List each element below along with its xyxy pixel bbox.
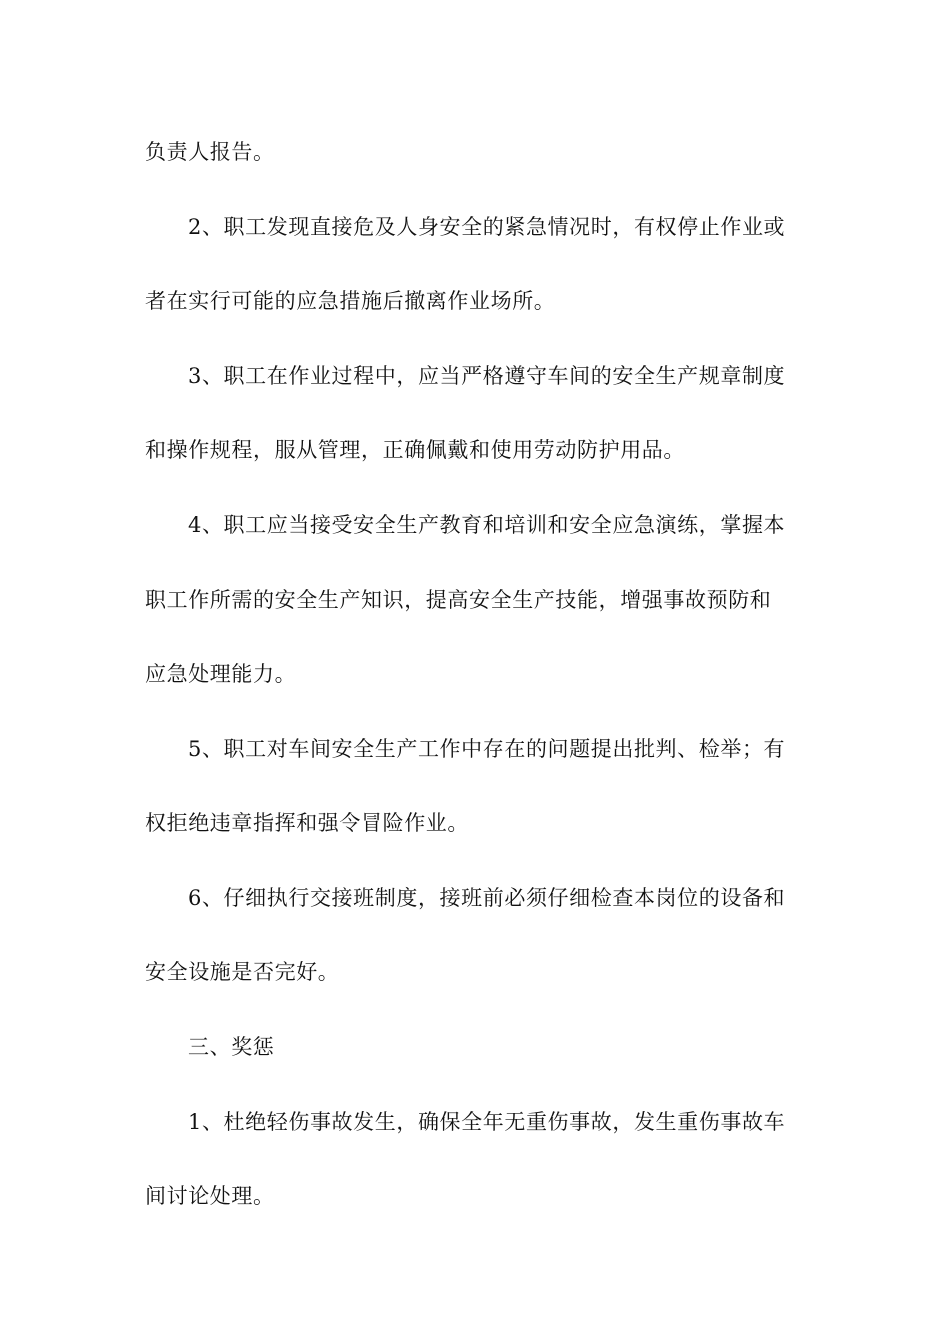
text-line: 间讨论处理。 xyxy=(145,1184,275,1208)
text-line: 应急处理能力。 xyxy=(145,662,297,686)
text-line: 5、职工对车间安全生产工作中存在的问题提出批判、检举；有 xyxy=(188,737,786,761)
text-line: 2、职工发现直接危及人身安全的紧急情况时，有权停止作业或 xyxy=(188,215,786,239)
text-line: 1、杜绝轻伤事故发生，确保全年无重伤事故，发生重伤事故车 xyxy=(188,1110,786,1134)
text-line: 和操作规程，服从管理，正确佩戴和使用劳动防护用品。 xyxy=(145,438,685,462)
text-line: 职工作所需的安全生产知识，提高安全生产技能，增强事故预防和 xyxy=(145,588,772,612)
text-line: 3、职工在作业过程中，应当严格遵守车间的安全生产规章制度 xyxy=(188,364,786,388)
text-line: 负责人报告。 xyxy=(145,140,275,164)
text-line: 6、仔细执行交接班制度，接班前必须仔细检查本岗位的设备和 xyxy=(188,886,786,910)
text-line: 安全设施是否完好。 xyxy=(145,960,340,984)
text-line: 者在实行可能的应急措施后撤离作业场所。 xyxy=(145,289,556,313)
section-heading: 三、奖惩 xyxy=(188,1035,275,1059)
text-line: 权拒绝违章指挥和强令冒险作业。 xyxy=(145,811,469,835)
text-line: 4、职工应当接受安全生产教育和培训和安全应急演练，掌握本 xyxy=(188,513,786,537)
